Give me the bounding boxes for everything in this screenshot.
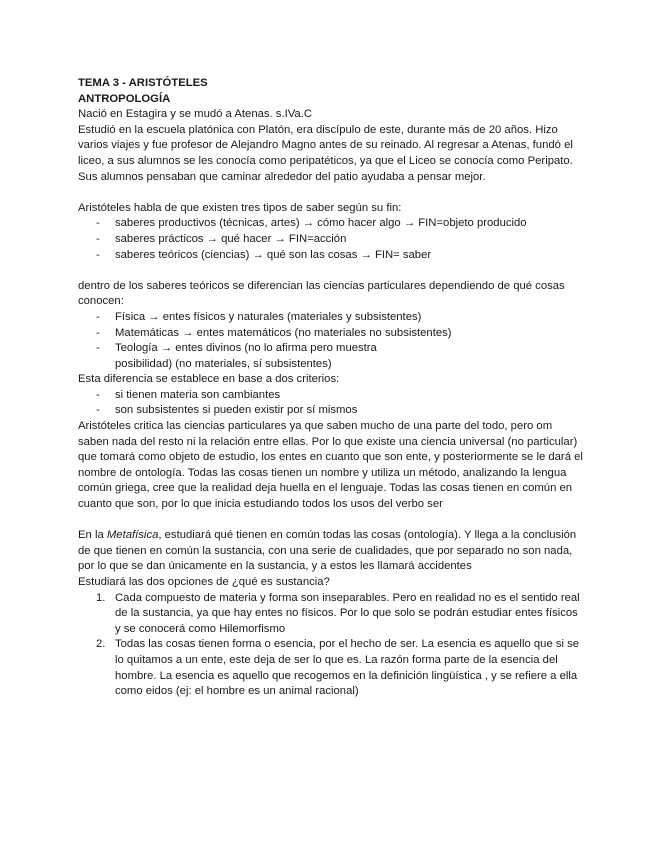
sustancia-list [78, 591, 583, 700]
metafisica-paragraph [78, 528, 583, 575]
ciencias-list [78, 310, 583, 372]
criterios-intro: Esta diferencia se establece en base a dos criterios: [78, 373, 340, 386]
critica-paragraph: Aristóteles critica las ciencias particulares ya que saben mucho de una parte del todo, pero om saben nada del resto ni la relación entre ellas. Por lo que existe una ciencia universal (no particular) que tomará como objeto de estudio, los entes en cuanto que son ente, y posteriormente se le dará el nombre de ontología. Todas las cosas tienen un nombre y utiliza un método, analizando la lengua común griega, cree que la realidad deja huella en el lenguaje. Todas las cosas tienen en común en cuanto que son, por lo que inicia estudiando todos los usos del verbo ser [78, 420, 583, 511]
ciencias-intro: dentro de los saberes teóricos se diferencian las ciencias particulares dependiendo de qué cosas conocen: [78, 279, 565, 308]
metafisica-word: Metafísica [106, 529, 159, 542]
saber-list [78, 216, 583, 263]
list-item: - Física → entes físicos y naturales (materiales y subsistentes) [78, 310, 583, 326]
sustancia-intro: Estudiará las dos opciones de ¿qué es sustancia? [78, 576, 330, 588]
list-item: - si tienen materia son cambiantes [78, 388, 583, 404]
saber-intro: Aristóteles habla de que existen tres tipos de saber según su fin: [78, 201, 402, 214]
doc-title: TEMA 3 - ARISTÓTELES [78, 77, 208, 89]
metafisica-post: , estudiará qué tienen en común todas las cosas (ontología). Y llega a la conclusión de que tienen en común la sustancia, con una serie de cualidades, que por separado no son nada, por lo que se dan únicamente en la sustancia, y a estos les llamará accidentes [78, 529, 577, 573]
list-item: - son subsistentes si pueden existir por sí mismos [78, 403, 583, 419]
list-item: Todas las cosas tienen forma o esencia, por el hecho de ser. La esencia es aquello que si se lo quitamos a un ente, este deja de ser lo que es. La razón forma parte de la esencia del hombre. La esencia es aquello que recogemos en la definición lingüística , y se refiere a ella como eidos (ej: el hombre es un animal racional) [115, 638, 580, 698]
criterios-list [78, 388, 583, 419]
document-page [78, 76, 583, 700]
list-item: - Matemáticas → entes matemáticos (no materiales no subsistentes) [78, 326, 583, 342]
list-item: Cada compuesto de materia y forma son inseparables. Pero en realidad no es el sentido real de la sustancia, ya que hay entes no físicos. Por lo que solo se podrán estudiar entes físicos y se conocerá como Hilemorfismo [115, 591, 580, 635]
metafisica-pre: En la [78, 529, 107, 542]
list-item: - saberes teóricos (ciencias) → qué son las cosas → FIN= saber [78, 248, 583, 264]
list-item: - saberes prácticos → qué hacer → FIN=acción [78, 232, 583, 248]
doc-subtitle: ANTROPOLOGÍA [78, 92, 171, 105]
intro-line: Nació en Estagira y se mudó a Atenas. s.IVa.C [78, 108, 313, 121]
intro-paragraph: Estudió en la escuela platónica con Platón, era discípulo de este, durante más de 20 años. Hizo varios viajes y fue profesor de Alejandro Magno antes de su reinado. Al regresar a Atenas, fundó el liceo, a sus alumnos se les conocía como peripatéticos, ya que el Liceo se conocía como Peripato. Sus alumnos pensaban que caminar alrededor del patio ayudaba a pensar mejor. [78, 123, 573, 183]
list-item: - Teología → entes divinos (no lo afirma pero muestra posibilidad) (no materiales, sí subsistentes) [78, 341, 583, 372]
list-item: - saberes productivos (técnicas, artes) → cómo hacer algo → FIN=objeto producido [78, 216, 583, 232]
